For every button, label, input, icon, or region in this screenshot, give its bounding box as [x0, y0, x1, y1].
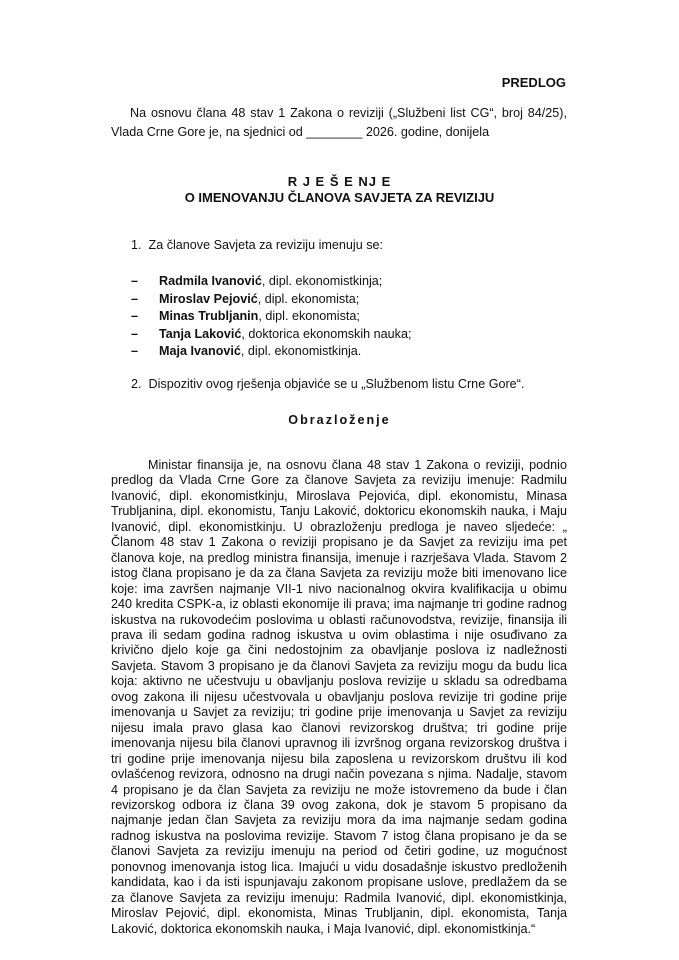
dash: –: [131, 344, 139, 358]
member-name: Miroslav Pejović: [159, 291, 258, 306]
dash: –: [131, 274, 139, 288]
dash: –: [131, 291, 139, 306]
member-title: , dipl. ekonomista;: [257, 291, 360, 306]
member-title: , dipl. ekonomista;: [258, 309, 360, 323]
preamble: Na osnovu člana 48 stav 1 Zakona o reviziji („Službeni list CG“, broj 84/25), Vlada Crne Gore je, na sjednici od ________ 2026. godine, donijela: [111, 106, 567, 139]
member-title: , doktorica ekonomskih nauka;: [241, 326, 412, 341]
member-name: Minas Trubljanin: [159, 309, 259, 323]
item-1: 1. Za članove Savjeta za reviziju imenuju se:: [131, 238, 383, 252]
member-name: Maja Ivanović: [159, 344, 241, 358]
item-2: 2. Dispozitiv ovog rješenja objaviće se u „Službenom listu Crne Gore“.: [131, 377, 525, 391]
member-name: Radmila Ivanović: [159, 274, 262, 288]
member-name: Tanja Laković: [159, 326, 242, 341]
member-title: , dipl. ekonomistkinja.: [240, 344, 362, 358]
explanation-heading: Obrazloženje: [288, 413, 391, 427]
decision-subtitle: O IMENOVANJU ČLANOVA SAVJETA ZA REVIZIJU: [184, 190, 495, 205]
dash: –: [131, 326, 139, 341]
member-title: , dipl. ekonomistkinja;: [261, 274, 383, 288]
member-item: [131, 344, 361, 358]
decision-title: R J E Š E NJ E: [287, 174, 392, 189]
member-item: [131, 309, 360, 323]
proposal-label: PREDLOG: [501, 75, 566, 90]
member-item: [131, 327, 411, 341]
member-item: [131, 274, 382, 288]
member-item: [131, 292, 359, 306]
dash: –: [131, 309, 139, 323]
explanation-body: Ministar finansija je, na osnovu člana 48 stav 1 Zakona o reviziji, podnio predlog da Vlada Crne Gore za članove Savjeta za reviziju imenuje: Radmilu Ivanović, dipl. ekonomistkinju, Miroslava Pejovića, dipl. ekonomistu, Minasa Trubljanina, dipl. ekonomistu, Tanju Laković, doktoricu ekonomskih nauka, i Maju Ivanović, dipl. ekonomistkinju. U obrazloženju predloga je naveo sljedeće: „ Članom 48 stav 1 Zakona o reviziji propisano je da Savjet za reviziju ima pet članova koje, na predlog ministra finansija, imenuje i razrješava Vlada. Stavom 2 istog člana propisano je da za člana Savjeta za reviziju može biti imenovano lice koje: ima završen najmanje VII-1 nivo nacionalnog okvira kvalifikacija u obimu 240 kredita CSPK-a, iz oblasti ekonomije ili prava; ima najmanje tri godine radnog iskustva na rukovodećim poslovima u oblasti računovodstva, revizije, finansija ili prava ili sedam godina radnog iskustva u ovim oblastima i nije osuđivano za krivično djelo koje ga čini nedostojnim za obavljanje poslova iz nadležnosti Savjeta. Stavom 3 propisano je da članovi Savjeta za reviziju mogu da budu lica koja: aktivno ne učestvuju u obavljanju poslova revizije u skladu sa odredbama ovog zakona ili nijesu učestvovala u obavljanju poslova revizije tri godine prije imenovanja u Savjet za reviziju; tri godine prije imenovanja u Savjet za reviziju nijesu imala pravo glasa kao članovi revizorskog društva; tri godine prije imenovanja nijesu bila članovi upravnog ili izvršnog organa revizorskog društva i tri godine prije imenovanja nijesu bila zaposlena u revizorskom društvu ili kod ovlašćenog revizora, odnosno na drugi način povezana s njima. Nadalje, stavom 4 propisano je da član Savjeta za reviziju ne može istovremeno da bude i član revizorskog odbora iz člana 39 ovog zakona, dok je stavom 5 propisano da najmanje jedan član Savjeta za reviziju mora da ima najmanje sedam godina radnog iskustva na poslovima revizije. Stavom 7 istog člana propisano je da se članovi Savjeta za reviziju imenuju na period od četiri godine, uz mogućnost ponovnog imenovanja istog lica. Imajući u vidu dosadašnje iskustvo predloženih kandidata, kao i da isti ispunjavaju zakonom propisane uslove, predlažem da se za članove Savjeta za reviziju imenuju: Radmila Ivanović, dipl. ekonomistkinja, Miroslav Pejović, dipl. ekonomista, Minas Trubljanin, dipl. ekonomista, Tanja Laković, doktorica ekonomskih nauka, i Maja Ivanović, dipl. ekonomistkinja.“: [111, 458, 567, 936]
